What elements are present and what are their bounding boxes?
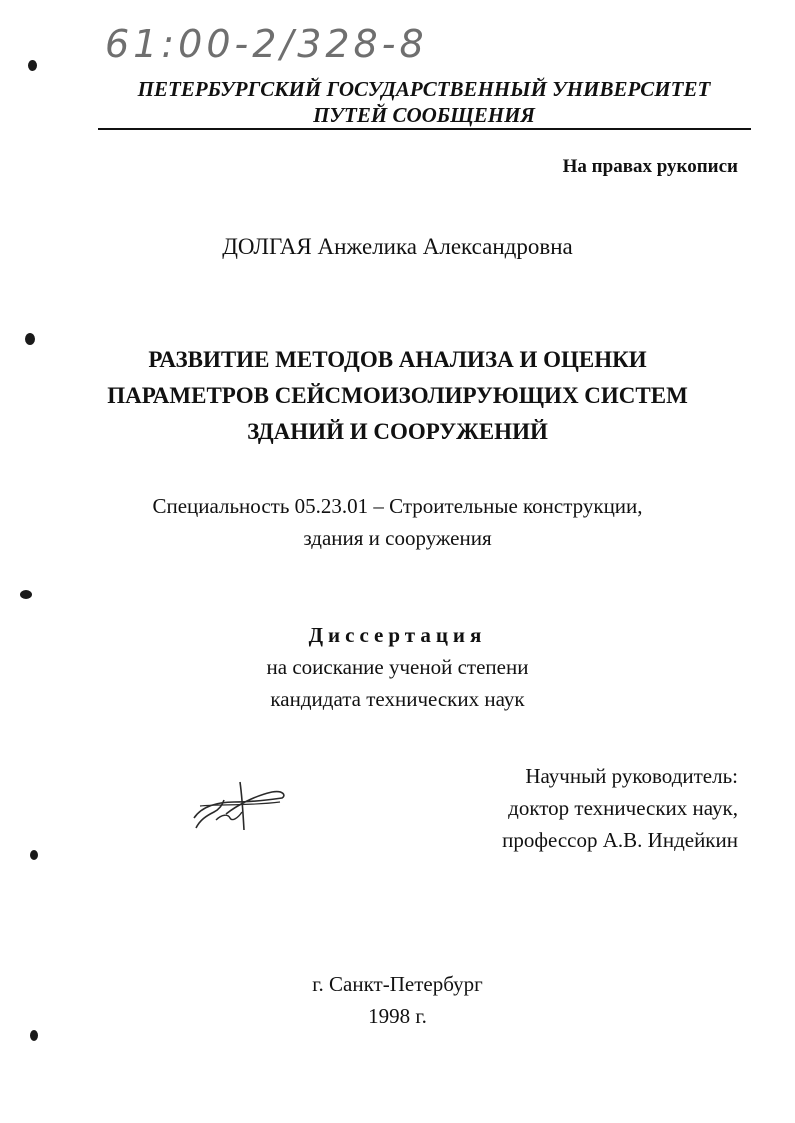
supervisor-name: профессор А.В. Индейкин: [502, 828, 738, 852]
specialty: [60, 490, 735, 554]
dissertation-label: Диссертация: [308, 623, 487, 647]
archive-code: 61:00-2/328-8: [105, 22, 428, 66]
degree-description: [0, 651, 795, 715]
specialty-line-2: здания и сооружения: [303, 526, 492, 550]
university-line-2: ПУТЕЙ СООБЩЕНИЯ: [313, 103, 535, 127]
punch-hole-1: [28, 60, 37, 71]
signature-icon: [188, 776, 288, 834]
city: г. Санкт-Петербург: [312, 972, 483, 996]
author-name: ДОЛГАЯ Анжелика Александровна: [222, 234, 573, 259]
supervisor-label: Научный руководитель:: [525, 764, 738, 788]
supervisor-degree: доктор технических наук,: [508, 796, 738, 820]
year: 1998 г.: [368, 1004, 427, 1028]
degree-line-2: кандидата технических наук: [270, 687, 525, 711]
specialty-line-1: Специальность 05.23.01 – Строительные конструкции,: [152, 494, 643, 518]
university-line-1: ПЕТЕРБУРГСКИЙ ГОСУДАРСТВЕННЫЙ УНИВЕРСИТЕТ: [137, 77, 711, 101]
punch-hole-3: [20, 590, 32, 599]
dissertation-title: [60, 342, 735, 450]
place-and-year: [0, 968, 795, 1032]
supervisor-block: [418, 760, 738, 856]
punch-hole-2: [25, 333, 35, 345]
degree-line-1: на соискание ученой степени: [266, 655, 529, 679]
title-line-3: ЗДАНИЙ И СООРУЖЕНИЙ: [247, 419, 548, 444]
manuscript-note: На правах рукописи: [562, 156, 738, 177]
header-divider: [98, 128, 751, 130]
title-line-2: ПАРАМЕТРОВ СЕЙСМОИЗОЛИРУЮЩИХ СИСТЕМ: [107, 383, 688, 408]
title-line-1: РАЗВИТИЕ МЕТОДОВ АНАЛИЗА И ОЦЕНКИ: [148, 347, 647, 372]
punch-hole-4: [30, 850, 38, 860]
university-name: [98, 76, 750, 128]
